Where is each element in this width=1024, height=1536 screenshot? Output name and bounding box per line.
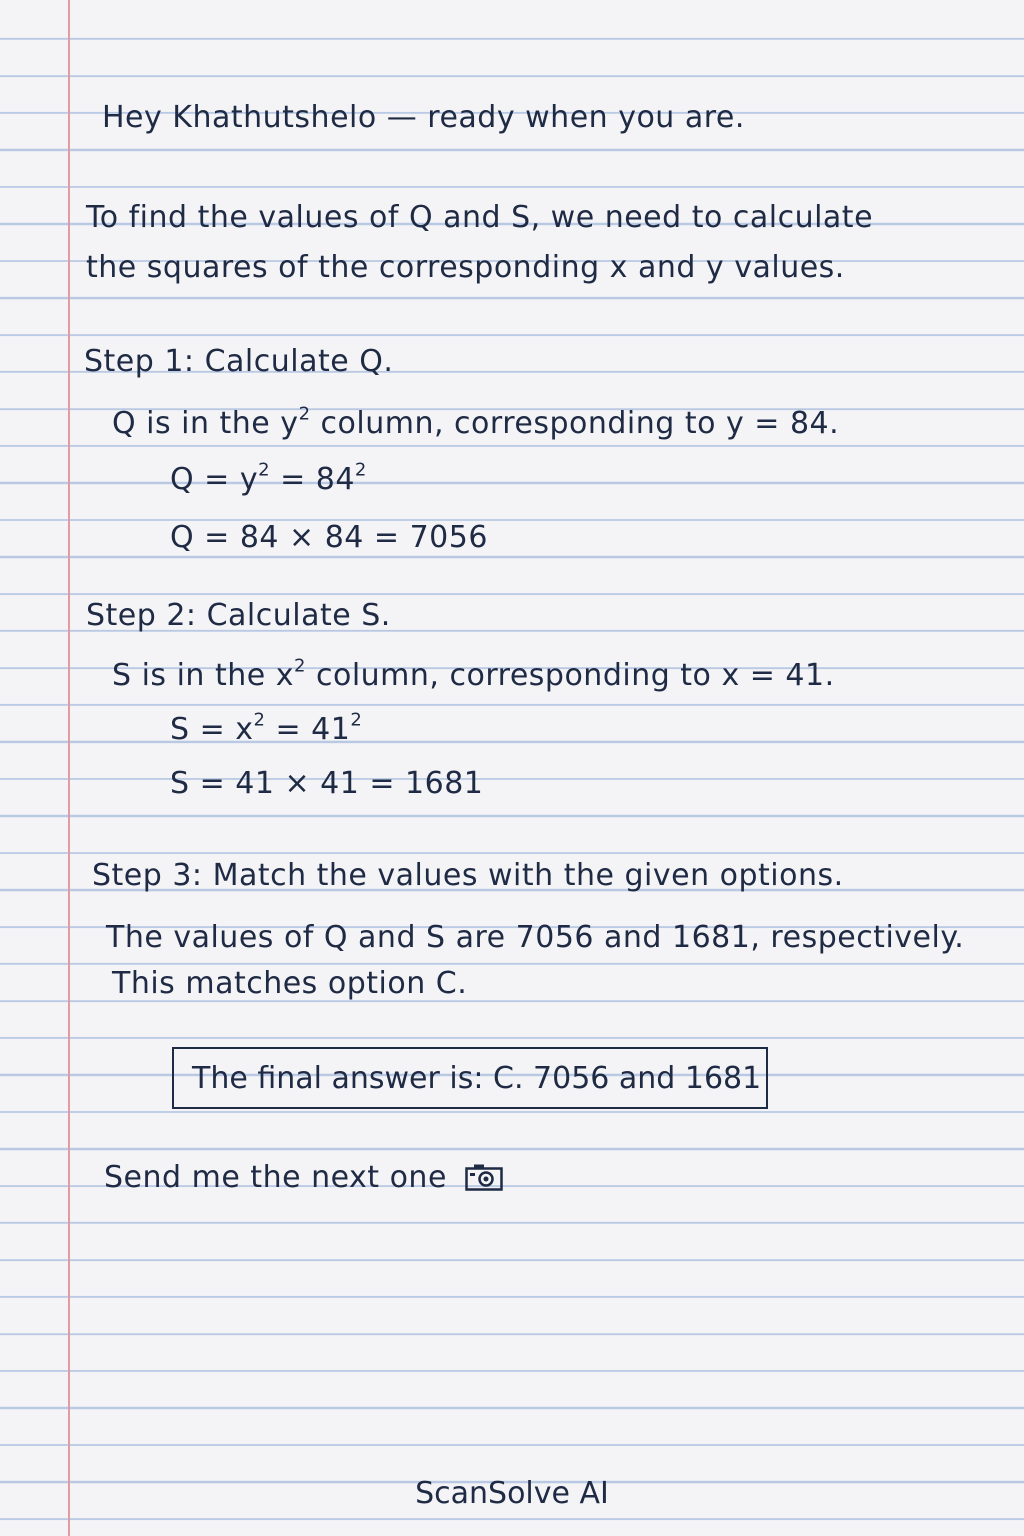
step1-heading: Step 1: Calculate Q. xyxy=(84,344,394,379)
next-prompt-text: Send me the next one xyxy=(104,1160,447,1195)
step1-description: Q is in the $y^2$ column, corresponding to y = 84. xyxy=(112,403,840,441)
step1-equation-1: $Q = y^2 = 84^2$ xyxy=(170,459,367,497)
next-prompt xyxy=(104,1158,503,1198)
final-answer-box xyxy=(172,1047,768,1109)
step2-heading: Step 2: Calculate S. xyxy=(86,598,391,633)
intro-line-2: the squares of the corresponding x and y values. xyxy=(86,250,845,285)
step3-heading: Step 3: Match the values with the given options. xyxy=(92,858,844,893)
step2-equation-2: S = 41 × 41 = 1681 xyxy=(170,766,484,801)
step1-equation-2: Q = 84 × 84 = 7056 xyxy=(170,520,488,555)
camera-icon xyxy=(465,1163,503,1191)
margin-line xyxy=(68,0,70,1536)
intro-line-1: To find the values of Q and S, we need to calculate xyxy=(86,200,874,235)
final-answer: The final answer is: C. 7056 and 1681 xyxy=(192,1061,762,1096)
step3-line-1: The values of Q and S are 7056 and 1681, respectively. xyxy=(106,920,965,955)
brand-footer: ScanSolve AI xyxy=(415,1476,609,1511)
greeting: Hey Khathutshelo — ready when you are. xyxy=(102,100,745,135)
step2-equation-1: $S = x^2 = 41^2$ xyxy=(170,709,363,747)
step2-description: S is in the $x^2$ column, corresponding to x = 41. xyxy=(112,655,835,693)
step3-line-2: This matches option C. xyxy=(112,966,468,1001)
